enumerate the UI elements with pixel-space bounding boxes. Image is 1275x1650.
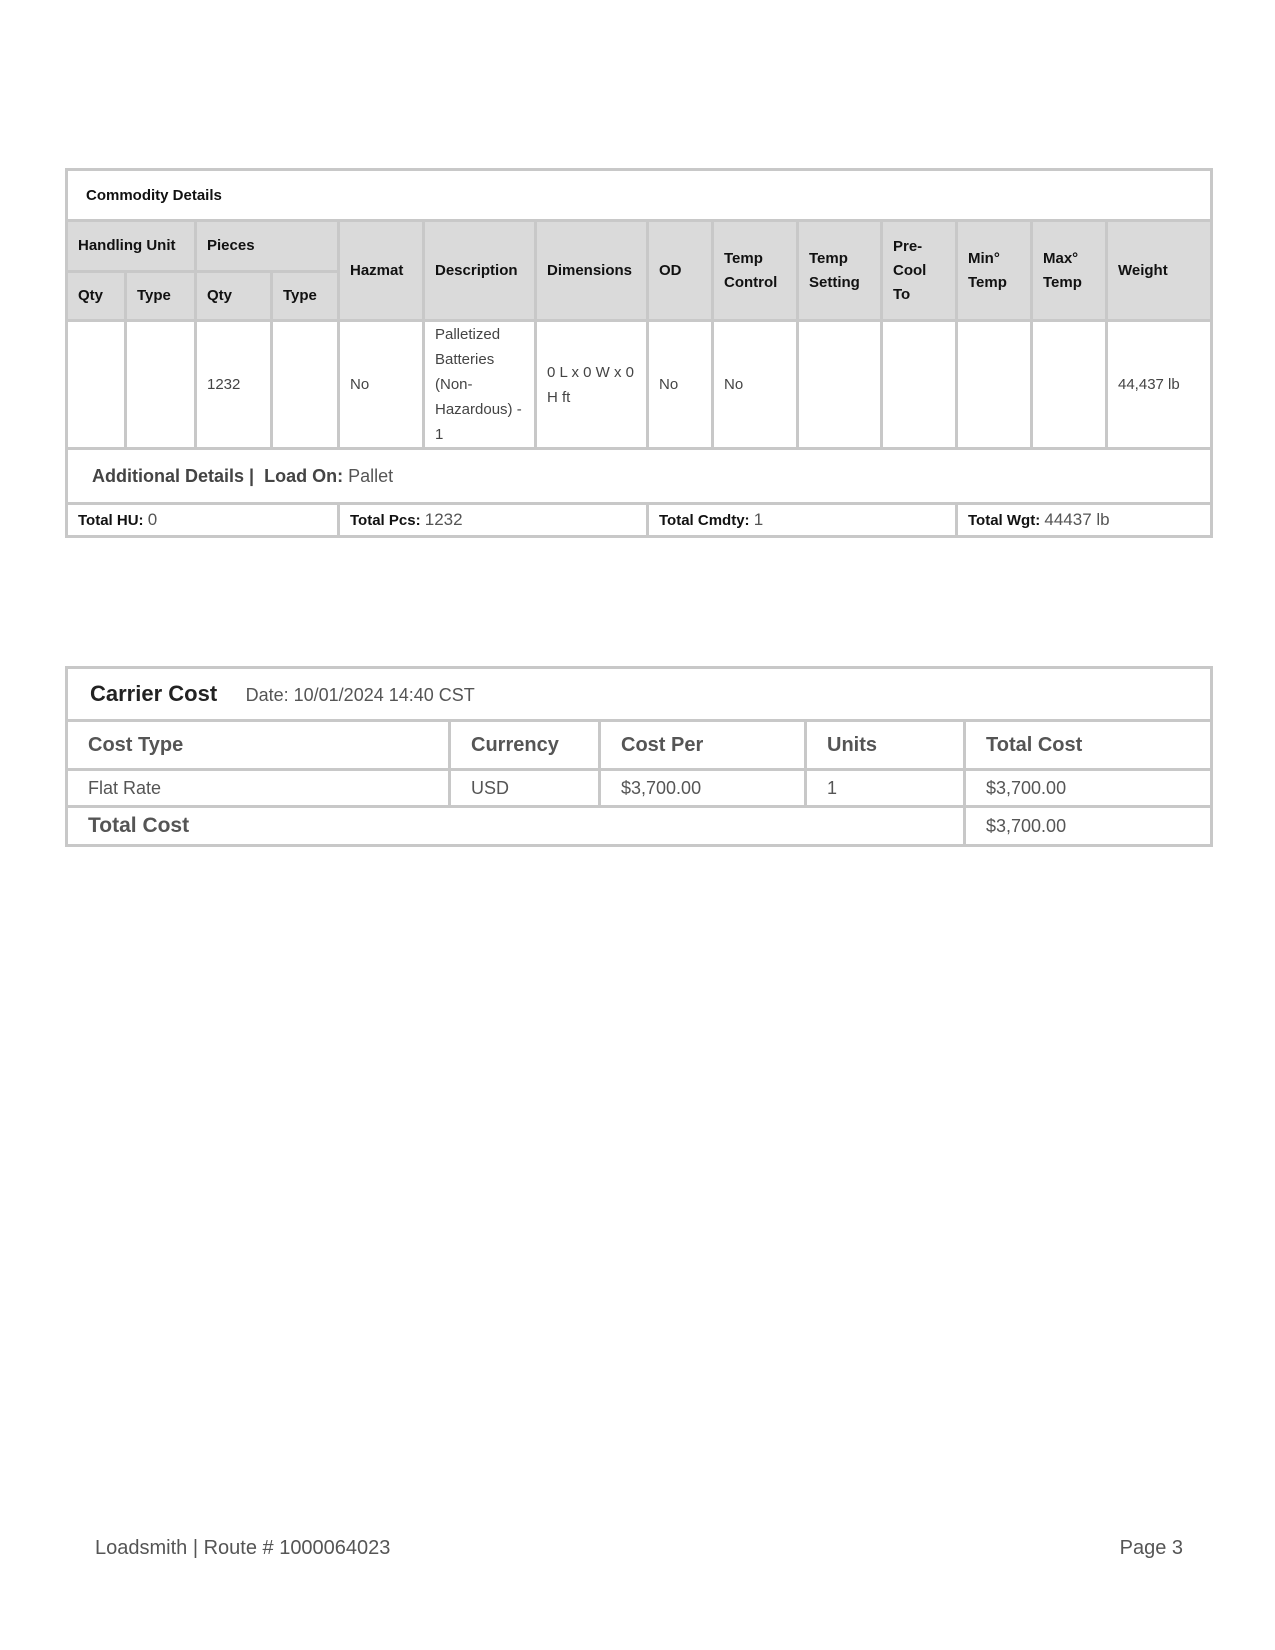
total-wgt (957, 504, 1212, 537)
cell-hazmat: No (339, 321, 424, 449)
cell-units: 1 (806, 770, 965, 807)
additional-details-label: Additional Details | (92, 465, 255, 486)
header-temp-setting: Temp Setting (798, 221, 882, 321)
carrier-cost-date: Date: 10/01/2024 14:40 CST (245, 685, 475, 705)
header-total-cost: Total Cost (965, 721, 1212, 770)
cell-od: No (648, 321, 713, 449)
total-hu-value: 0 (147, 510, 158, 529)
header-pcs-type: Type (272, 272, 339, 321)
header-od: OD (648, 221, 713, 321)
additional-details (67, 449, 1212, 504)
carrier-cost-header (67, 668, 1212, 721)
total-cmdty (648, 504, 957, 537)
cell-description: Palletized Batteries (Non-Hazardous) - 1 (424, 321, 536, 449)
cell-temp-setting (798, 321, 882, 449)
cell-hu-qty (67, 321, 126, 449)
cell-dimensions: 0 L x 0 W x 0 H ft (536, 321, 648, 449)
cell-temp-control: No (713, 321, 798, 449)
carrier-cost-table (65, 666, 1213, 847)
header-pre-cool-to: Pre-Cool To (882, 221, 957, 321)
header-hu-type: Type (126, 272, 196, 321)
cell-currency: USD (450, 770, 600, 807)
header-dimensions: Dimensions (536, 221, 648, 321)
carrier-cost-title: Carrier Cost (90, 681, 218, 706)
commodity-details-title: Commodity Details (67, 170, 1212, 221)
footer-route: Loadsmith | Route # 1000064023 (95, 1537, 391, 1559)
header-units: Units (806, 721, 965, 770)
cell-pre-cool-to (882, 321, 957, 449)
header-weight: Weight (1107, 221, 1212, 321)
cell-cost-type: Flat Rate (67, 770, 450, 807)
commodity-details-table (65, 168, 1213, 538)
cell-max-temp (1032, 321, 1107, 449)
total-pcs-label: Total Pcs: (350, 512, 421, 529)
header-cost-type: Cost Type (67, 721, 450, 770)
header-hu-qty: Qty (67, 272, 126, 321)
cell-pcs-type (272, 321, 339, 449)
header-handling-unit: Handling Unit (67, 221, 196, 272)
header-temp-control: Temp Control (713, 221, 798, 321)
header-pieces: Pieces (196, 221, 339, 272)
table-row (67, 321, 1212, 449)
header-max-temp: Max° Temp (1032, 221, 1107, 321)
total-pcs-value: 1232 (424, 510, 463, 529)
cell-total-cost: $3,700.00 (965, 770, 1212, 807)
header-min-temp: Min° Temp (957, 221, 1032, 321)
cell-cost-per: $3,700.00 (600, 770, 806, 807)
load-on-value: Pallet (348, 465, 394, 486)
cell-weight: 44,437 lb (1107, 321, 1212, 449)
header-currency: Currency (450, 721, 600, 770)
total-pcs (339, 504, 648, 537)
header-cost-per: Cost Per (600, 721, 806, 770)
load-on-label: Load On: (264, 465, 344, 486)
total-hu-label: Total HU: (78, 512, 144, 529)
cell-pcs-qty: 1232 (196, 321, 272, 449)
total-wgt-value: 44437 lb (1044, 510, 1110, 529)
table-row (67, 770, 1212, 807)
cell-hu-type (126, 321, 196, 449)
total-cmdty-value: 1 (753, 510, 764, 529)
header-hazmat: Hazmat (339, 221, 424, 321)
total-wgt-label: Total Wgt: (968, 512, 1041, 529)
total-hu (67, 504, 339, 537)
total-cmdty-label: Total Cmdty: (659, 512, 750, 529)
header-pcs-qty: Qty (196, 272, 272, 321)
footer-page-number: Page 3 (1119, 1537, 1183, 1559)
total-cost-label: Total Cost (67, 807, 965, 846)
cell-min-temp (957, 321, 1032, 449)
header-description: Description (424, 221, 536, 321)
total-cost-value: $3,700.00 (965, 807, 1212, 846)
